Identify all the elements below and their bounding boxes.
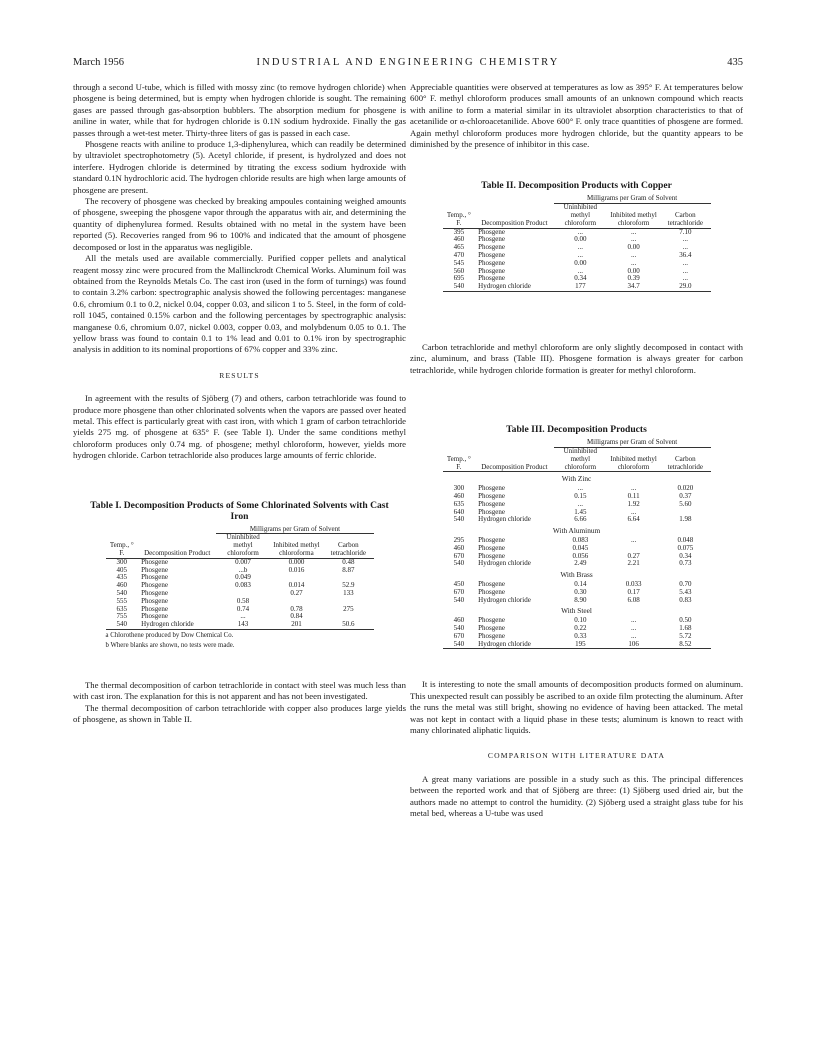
table-cell: ... [577, 243, 583, 252]
col-temp: Temp., ° F. [106, 534, 139, 558]
table-cell: Hydrogen chloride [478, 559, 531, 568]
table-subheading: With Brass [560, 570, 593, 580]
table-cell: 8.52 [679, 639, 692, 648]
table-cell: Phosgene [478, 227, 505, 236]
table-cell: 0.083 [235, 581, 251, 590]
table-cell: Phosgene [141, 604, 168, 613]
table-cell: 36.4 [679, 251, 692, 260]
table-cell: 0.78 [290, 604, 303, 613]
paragraph: The thermal decomposition of carbon tetrachloride with copper also produces large yields of phosgene, as shown in Table II. [73, 702, 406, 725]
table-cell: 6.66 [574, 515, 587, 524]
table-1-group-header: Milligrams per Gram of Solvent [216, 526, 373, 534]
table-cell: 405 [116, 565, 128, 574]
table-1 [106, 526, 374, 629]
table-cell: ... [682, 266, 688, 275]
table-cell: 0.033 [625, 579, 642, 588]
table-cell: 0.007 [235, 557, 251, 566]
table-cell: 460 [453, 543, 465, 552]
table-cell: ... [682, 258, 688, 267]
table-cell: Phosgene [478, 551, 505, 560]
table-cell: 0.056 [572, 551, 589, 560]
table-cell: 0.73 [679, 559, 692, 568]
table-2-group-header: Milligrams per Gram of Solvent [554, 195, 711, 203]
table-row [443, 641, 711, 649]
table-cell: ... [682, 235, 688, 244]
table-cell: 450 [453, 579, 465, 588]
table-1-footnote: a Chlorothene produced by Dow Chemical Co. [105, 631, 234, 639]
table-cell: Phosgene [478, 587, 505, 596]
table-cell: 0.27 [290, 588, 303, 597]
table-row [443, 283, 711, 291]
table-2 [443, 195, 711, 291]
col-inhibited: Inhibited methyl chloroform [607, 448, 660, 472]
table-cell: 460 [453, 492, 465, 500]
table-cell: 0.33 [574, 631, 587, 640]
table-subheading-row [443, 472, 711, 485]
table-cell: Phosgene [478, 499, 505, 508]
table-cell: ... [577, 484, 583, 493]
table-cell: 460 [453, 616, 465, 625]
table-subheading: With Zinc [561, 474, 592, 484]
table-cell: Phosgene [478, 543, 505, 552]
table-cell: ... [682, 243, 688, 252]
table-row [106, 621, 374, 629]
col-temp: Temp., ° F. [443, 204, 476, 228]
paragraph: The thermal decomposition of carbon tetrachloride in contact with steel was much less than with cast iron. The explanation for this is not apparent and has not been investigated. [73, 679, 406, 702]
table-3 [443, 439, 711, 648]
table-cell: 0.70 [679, 579, 692, 588]
paragraph: The recovery of phosgene was checked by breaking ampoules containing weighed amounts of phosgene, sweeping the phosgene vapor through the apparatus with air, and determining the quantity of diphenylurea formed. Results obtained with no metal in the system have been reported (5). Recoveries ranged from 96 to 100% and indicated that the amount of phosgene decomposed or lost in the apparatus was negligible. [73, 196, 406, 252]
table-cell: 0.048 [677, 535, 694, 544]
table-cell: Hydrogen chloride [478, 282, 531, 291]
table-cell: 143 [237, 620, 249, 629]
table-cell: 195 [575, 639, 586, 648]
paragraph: All the metals used are available commercially. Purified copper pellets and analytical reagent mossy zinc were procured from the Mallinckrodt Chemical Works. Aluminum foil was obtained from the Reynolds Metals Co. The cast iron (used in the form of turnings) was found to contain 3.2% carbon: spectrographic analysis showed the following percentages: manganese 0.6, chromium 0.1 to 0.2, nickel 0.04, copper 0.03, and silicon 1 to 5. Steel, in the form of cold-roll 1045, contained 0.15% carbon and the following percentages by spectrographic analysis: manganese 0.6, chromium 0.07, nickel 0.003, copper 0.03, and molybdenum 0.05 to 0.1. The yellow brass was found to contain 0.1 to 1% lead and 0.01 to 0.1% iron by spectrographic analysis in addition to its nominal proportions of 67% copper and 33% zinc. [73, 253, 406, 355]
table-cell: 540 [453, 559, 465, 568]
table-cell: 0.00 [627, 266, 640, 275]
table-subheading: With Aluminum [552, 526, 601, 536]
table-cell: 635 [453, 499, 465, 508]
table-cell: 0.15 [574, 492, 587, 500]
table-cell: 395 [453, 227, 465, 236]
table-cell: 670 [453, 631, 465, 640]
table-row [443, 560, 711, 568]
table-1-title: Table I. Decomposition Products of Some Chlorinated Solvents with Cast Iron [90, 499, 389, 522]
table-cell: 670 [453, 551, 465, 560]
col-product: Decomposition Product [475, 448, 553, 472]
table-cell: ... [682, 274, 688, 283]
table-cell: Hydrogen chloride [478, 639, 531, 648]
paragraph: through a second U-tube, which is filled with mossy zinc (to remove hydrogen chloride) when phosgene is being determined, but is empty when hydrogen chloride is sought. The remaining gases are passed through gas-absorption bubblers. The absorption medium for phosgene is aniline in water, while that for hydrogen chloride is 0.1N sodium hydroxide. Finally the gas passes through a wet-test meter. Thirty-three liters of gas is passed in each case. [73, 82, 406, 138]
table-cell: 300 [453, 484, 465, 493]
table-cell: 0.020 [677, 484, 694, 493]
table-cell: 0.17 [627, 587, 640, 596]
right-column [410, 82, 743, 1042]
table-cell: 640 [453, 507, 465, 516]
table-cell: 0.34 [679, 551, 692, 560]
table-cell: Phosgene [478, 243, 505, 252]
table-cell: 540 [116, 620, 128, 629]
table-3-body [443, 472, 711, 648]
table-cell: ... [630, 251, 637, 260]
paragraph: In agreement with the results of Sjöberg (7) and others, carbon tetrachloride was found to produce more phosgene than other chlorinated solvents when the vapors are passed over heated metal. This effect is particularly great with cast iron, with which 1 gram of carbon tetrachloride yields 275 mg. of phosgene at 635° F. (see Table I). Under the same conditions methyl chloroform produces only 0.74 mg. of phosgene; methyl chloroform, however, yields more hydrogen chloride. Carbon tetrachloride also produces large amounts of ferric chloride. [73, 393, 406, 461]
table-cell: ... [630, 484, 637, 493]
col-product: Decomposition Product [475, 204, 553, 228]
table-cell: 6.64 [627, 515, 640, 524]
table-cell: 540 [453, 595, 465, 604]
table-cell: 670 [453, 587, 465, 596]
table-cell: 50.6 [342, 620, 355, 629]
table-cell: ... [630, 507, 637, 516]
table-cell: 0.014 [288, 581, 305, 590]
table-cell: 34.7 [627, 282, 640, 291]
table-cell: ... [630, 616, 637, 625]
table-cell: 0.74 [236, 604, 250, 613]
col-uninhibited: Uninhibited methyl chloroform [554, 448, 607, 472]
col-inhibited: Inhibited methyl chloroforma [270, 534, 324, 558]
table-cell: 555 [116, 596, 128, 605]
table-cell: ... [630, 535, 637, 544]
table-cell: ... [630, 235, 637, 244]
table-3-title: Table III. Decomposition Products [506, 424, 647, 436]
table-cell: 1.68 [679, 623, 692, 632]
table-cell: ...b [238, 565, 248, 574]
table-cell: 0.84 [290, 612, 303, 621]
table-cell: 0.50 [679, 616, 692, 625]
table-cell: 0.00 [574, 258, 587, 267]
table-cell: ... [577, 227, 583, 236]
table-cell: Phosgene [478, 623, 505, 632]
table-cell: ... [577, 266, 583, 275]
table-cell: 465 [453, 243, 465, 252]
table-cell: 29.0 [679, 282, 692, 291]
table-cell: Phosgene [478, 235, 505, 244]
paragraph: Phosgene reacts with aniline to produce 1,3-diphenylurea, which can readily be determined by ultraviolet spectrophotometry (5). Acetyl chloride, if present, is hydrolyzed and does not interfere. Hydrogen chloride is determined by titrating the excess sodium hydroxide with standard 0.1N hydrochloric acid. The hydrogen chloride results are high when large amounts of phosgene are present. [73, 139, 406, 195]
col-uninhibited: Uninhibited methyl chloroform [216, 534, 269, 558]
table-cell: Hydrogen chloride [478, 515, 531, 524]
table-cell: Phosgene [478, 251, 505, 260]
table-cell: Phosgene [141, 581, 168, 590]
table-cell: Phosgene [141, 565, 168, 574]
table-cell: 0.14 [574, 579, 587, 588]
paragraph: Carbon tetrachloride and methyl chloroform are only slightly decomposed in contact with zinc, aluminum, and brass (Table III). Phosgene formation is always greater for carbon tetrachloride, while hydrogen chloride formation is greater for methyl chloroform. [410, 342, 743, 375]
table-cell: 540 [453, 639, 465, 648]
col-temp: Temp., ° F. [443, 448, 476, 472]
table-cell: ... [577, 251, 583, 260]
table-cell: Phosgene [141, 596, 168, 605]
paragraph: It is interesting to note the small amounts of decomposition products formed on aluminum. This unexpected result can possibly be ascribed to an oxide film protecting the aluminum. After the runs the metal was still bright, showing no evidence of having been attacked. The metal was not kept in contact with a liquid phase in these tests; aluminum is known to react with many chlorinated aliphatic liquids. [410, 679, 743, 735]
table-cell: ... [577, 499, 583, 508]
journal-title: INDUSTRIAL AND ENGINEERING CHEMISTRY [256, 57, 560, 68]
table-cell: 201 [291, 620, 302, 629]
table-3-group-header: Milligrams per Gram of Solvent [554, 439, 711, 447]
table-cell: 0.016 [288, 565, 305, 574]
table-cell: 540 [116, 588, 128, 597]
table-cell: Phosgene [478, 266, 505, 275]
table-cell: Phosgene [478, 579, 505, 588]
table-cell: 540 [453, 515, 465, 524]
table-cell: 52.9 [342, 581, 355, 590]
table-cell: 0.58 [236, 596, 250, 605]
table-subheading: With Steel [561, 606, 592, 616]
table-cell: 0.27 [627, 551, 640, 560]
table-row [443, 597, 711, 605]
table-cell: 470 [453, 251, 465, 260]
section-heading-results: RESULTS [219, 370, 260, 380]
table-cell: Phosgene [478, 258, 505, 267]
table-cell: Phosgene [478, 535, 505, 544]
issue-date: March 1956 [73, 57, 125, 68]
table-cell: 695 [453, 274, 465, 283]
table-cell: 0.30 [574, 587, 587, 596]
table-cell: 0.10 [574, 616, 587, 625]
table-2-body [443, 228, 711, 291]
table-cell: 755 [116, 612, 128, 621]
table-cell: 0.083 [572, 535, 589, 544]
table-cell: Phosgene [478, 507, 505, 516]
table-cell: 0.045 [572, 543, 589, 552]
table-cell: 133 [343, 588, 354, 597]
table-cell: ... [630, 258, 637, 267]
table-cell: Phosgene [478, 616, 505, 625]
running-header [73, 57, 743, 73]
table-cell: 295 [453, 535, 465, 544]
table-cell: 0.34 [574, 274, 587, 283]
table-cell: ... [630, 227, 637, 236]
col-carbon-tet: Carbon tetrachloride [660, 204, 710, 228]
table-cell: 0.83 [679, 595, 692, 604]
paragraph: Appreciable quantities were observed at temperatures as low as 395° F. At temperatures below 600° F. methyl chloroform produces small amounts of an unknown compound which reacts with aniline to form a material similar in its ultraviolet absorption characteristics to that of acetanilide or α-chloroacetanilide. Above 600° F. only trace quantities of phosgene are formed. Again methyl chloroform produces more hydrogen chloride, but the quantity appears to be diminished by the presence of inhibitor in this case. [410, 82, 743, 150]
page-number: 435 [727, 57, 743, 68]
table-cell: 545 [453, 258, 465, 267]
table-cell: 560 [453, 266, 465, 275]
table-cell: 435 [116, 573, 128, 582]
table-cell: ... [630, 623, 637, 632]
col-product: Decomposition Product [138, 534, 216, 558]
table-cell: Hydrogen chloride [141, 620, 194, 629]
table-cell: 0.37 [679, 492, 692, 500]
table-cell: Phosgene [478, 631, 505, 640]
table-cell: 460 [453, 235, 465, 244]
table-cell: 460 [116, 581, 128, 590]
table-cell: 0.00 [574, 235, 587, 244]
table-cell: 0.075 [677, 543, 694, 552]
table-cell: 0.11 [627, 492, 640, 500]
table-cell: Phosgene [478, 484, 505, 493]
table-2-title: Table II. Decomposition Products with Copper [481, 180, 672, 192]
table-cell: 8.87 [342, 565, 355, 574]
table-cell: 5.72 [679, 631, 692, 640]
table-cell: 5.60 [679, 499, 692, 508]
table-1-body [106, 558, 374, 629]
table-cell: 0.22 [574, 623, 587, 632]
table-cell: 300 [116, 557, 128, 566]
paragraph: A great many variations are possible in a study such as this. The principal differences between the reported work and that of Sjöberg are three: (1) Sjöberg used dried air, but the authors made no attempt to control the humidity. (2) Sjöberg used a straight glass tube for his metal bed, whereas a U-tube was used [410, 773, 743, 818]
table-cell: 540 [453, 282, 465, 291]
col-carbon-tet: Carbon tetrachloride [323, 534, 373, 558]
table-cell: 6.08 [627, 595, 640, 604]
table-cell: 2.49 [574, 559, 587, 568]
table-cell: 8.90 [574, 595, 587, 604]
table-cell: Phosgene [478, 274, 505, 283]
table-cell: Phosgene [478, 492, 505, 500]
table-cell: 635 [116, 604, 128, 613]
table-cell: 106 [628, 639, 639, 648]
table-cell: Phosgene [141, 573, 168, 582]
table-cell: 1.98 [679, 515, 692, 524]
table-cell: Phosgene [141, 557, 168, 566]
table-cell: 275 [343, 604, 354, 613]
table-cell: ... [240, 612, 246, 621]
table-1-footnote: b Where blanks are shown, no tests were made. [105, 641, 235, 649]
section-heading-comparison: COMPARISON WITH LITERATURE DATA [487, 751, 666, 761]
left-column [73, 82, 406, 1042]
table-cell: ... [630, 631, 637, 640]
table-cell: 177 [575, 282, 586, 291]
col-carbon-tet: Carbon tetrachloride [660, 448, 710, 472]
table-cell: 0.049 [235, 573, 251, 582]
col-uninhibited: Uninhibited methyl chloroform [554, 204, 607, 228]
table-cell: 5.43 [679, 587, 692, 596]
table-cell: 0.000 [288, 557, 305, 566]
table-cell: 2.21 [627, 559, 640, 568]
table-cell: 7.10 [679, 227, 692, 236]
table-cell: 540 [453, 623, 465, 632]
table-cell: Phosgene [141, 588, 168, 597]
table-cell: Hydrogen chloride [478, 595, 531, 604]
table-row [443, 516, 711, 524]
table-cell: 0.39 [627, 274, 640, 283]
table-cell: 0.48 [342, 557, 355, 566]
table-cell: 0.00 [627, 243, 640, 252]
table-cell: Phosgene [141, 612, 168, 621]
col-inhibited: Inhibited methyl chloroform [607, 204, 660, 228]
table-cell: 1.92 [627, 499, 640, 508]
table-cell: 1.45 [574, 507, 587, 516]
